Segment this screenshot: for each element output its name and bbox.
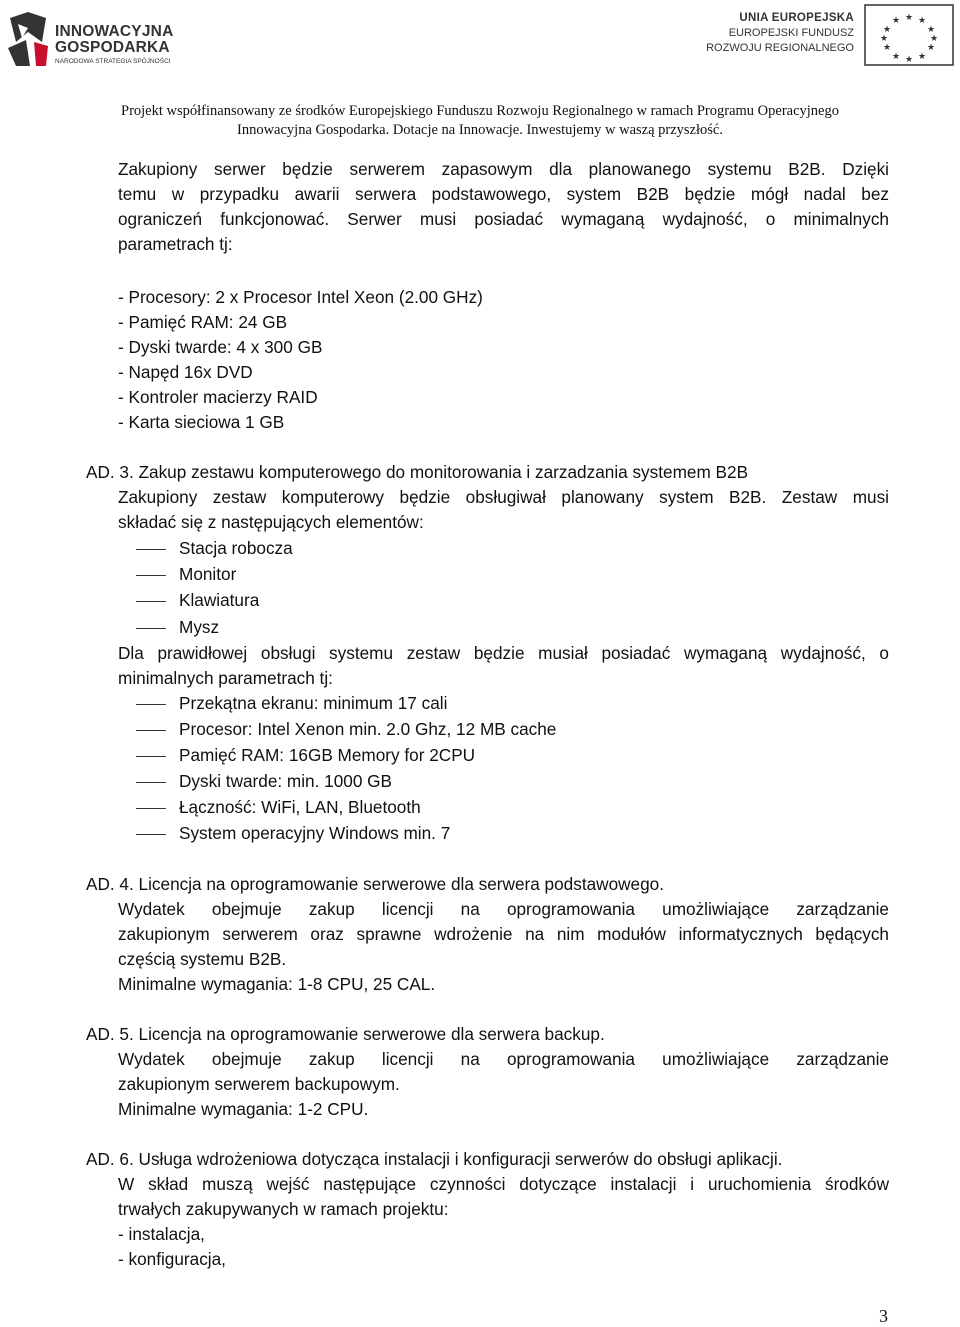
logo-left-line2: GOSPODARKA [55, 39, 170, 56]
innowacyjna-gospodarka-logo [6, 12, 186, 68]
list-dash [136, 782, 166, 783]
eu-logo [706, 4, 954, 66]
ad5-heading: AD. 5. Licencja na oprogramowanie serwerowe dla serwera backup. [86, 1024, 605, 1044]
list-dash [136, 575, 166, 576]
ad4-line-4: Minimalne wymagania: 1-8 CPU, 25 CAL. [118, 974, 436, 994]
list-dash [136, 549, 166, 550]
ad5-line-3: Minimalne wymagania: 1-2 CPU. [118, 1099, 369, 1119]
svg-text:★: ★ [929, 34, 939, 44]
ad6-heading: AD. 6. Usługa wdrożeniowa dotycząca instalacji i konfiguracji serwerów do obsługi aplikacji. [86, 1149, 783, 1169]
list-dash [136, 808, 166, 809]
ad4-line-3: częścią systemu B2B. [118, 949, 287, 969]
param-item: Pamięć RAM: 16GB Memory for 2CPU [179, 745, 476, 765]
list-dash [136, 704, 166, 705]
svg-text:★: ★ [879, 34, 889, 44]
svg-text:★: ★ [917, 52, 927, 62]
ad4-line-2: zakupionym serwerem oraz sprawne wdrożenie na nim modułów informatycznych będących [118, 924, 889, 944]
ad5-line-1: Wydatek obejmuje zakup licencji na oprogramowania umożliwiające zarządzanie [118, 1049, 889, 1069]
page-number: 3 [879, 1306, 888, 1326]
spec-network: - Karta sieciowa 1 GB [118, 412, 285, 432]
project-funding-note [0, 102, 960, 140]
component-item: Mysz [179, 617, 220, 637]
svg-text:★: ★ [917, 16, 927, 26]
logo-left-line1: INNOWACYJNA [55, 23, 174, 40]
list-dash [136, 730, 166, 731]
component-item: Klawiatura [179, 590, 260, 610]
ad6-line-2: trwałych zakupywanych w ramach projektu: [118, 1199, 449, 1219]
param-item: System operacyjny Windows min. 7 [179, 823, 451, 843]
ad3-line-2: składać się z następujących elementów: [118, 512, 424, 532]
list-dash [136, 834, 166, 835]
intro-line-1: Zakupiony serwer będzie serwerem zapasowym dla planowanego systemu B2B. Dzięki [118, 159, 889, 179]
eu-flag-icon [864, 4, 954, 66]
ad4-line-1: Wydatek obejmuje zakup licencji na oprogramowania umożliwiające zarządzanie [118, 899, 889, 919]
ad5-line-2: zakupionym serwerem backupowym. [118, 1074, 400, 1094]
list-dash [136, 756, 166, 757]
svg-text:★: ★ [882, 43, 892, 53]
project-line-2: Innowacyjna Gospodarka. Dotacje na Innowacje. Inwestujemy w waszą przyszłość. [237, 122, 723, 138]
component-item: Monitor [179, 564, 237, 584]
ad6-line-1: W skład muszą wejść następujące czynności dotyczące instalacji i uruchomienia środków [118, 1174, 889, 1194]
spec-ram: - Pamięć RAM: 24 GB [118, 312, 288, 332]
svg-text:★: ★ [926, 43, 936, 53]
spec-disks: - Dyski twarde: 4 x 300 GB [118, 337, 323, 357]
intro-line-2: temu w przypadku awarii serwera podstawowego, system B2B będzie mógł nadal bez [118, 184, 889, 204]
ig-emblem-icon [6, 12, 50, 68]
ad6-item: - instalacja, [118, 1224, 205, 1244]
component-item: Stacja robocza [179, 538, 293, 558]
list-dash [136, 601, 166, 602]
svg-text:★: ★ [926, 25, 936, 35]
spec-raid: - Kontroler macierzy RAID [118, 387, 318, 407]
svg-text:★: ★ [891, 52, 901, 62]
ad4-heading: AD. 4. Licencja na oprogramowanie serwerowe dla serwera podstawowego. [86, 874, 664, 894]
intro-line-3: ograniczeń funkcjonować. Serwer musi posiadać wymaganą wydajność, o minimalnych [118, 209, 889, 229]
param-item: Dyski twarde: min. 1000 GB [179, 771, 393, 791]
logo-left-line3: NARODOWA STRATEGIA SPÓJNOŚCI [55, 58, 171, 65]
svg-text:★: ★ [882, 25, 892, 35]
spec-dvd: - Napęd 16x DVD [118, 362, 253, 382]
logo-right-line3: ROZWOJU REGIONALNEGO [706, 42, 854, 54]
intro-line-4: parametrach tj: [118, 234, 233, 254]
param-item: Łączność: WiFi, LAN, Bluetooth [179, 797, 421, 817]
ad3-heading: AD. 3. Zakup zestawu komputerowego do monitorowania i zarzadzania systemem B2B [86, 462, 749, 482]
logo-right-line1: UNIA EUROPEJSKA [739, 12, 854, 24]
ad3-perf-line-1: Dla prawidłowej obsługi systemu zestaw będzie musiał posiadać wymaganą wydajność, o [118, 643, 889, 663]
ad3-perf-line-2: minimalnych parametrach tj: [118, 668, 333, 688]
param-item: Procesor: Intel Xenon min. 2.0 Ghz, 12 MB cache [179, 719, 557, 739]
svg-text:★: ★ [891, 16, 901, 26]
ad6-item: - konfiguracja, [118, 1249, 226, 1269]
svg-text:★: ★ [904, 13, 914, 23]
project-line-1: Projekt współfinansowany ze środków Europejskiego Funduszu Rozwoju Regionalnego w ramach Programu Operacyjnego [121, 103, 839, 119]
logo-right-line2: EUROPEJSKI FUNDUSZ [728, 27, 854, 39]
list-dash [136, 628, 166, 629]
ad3-line-1: Zakupiony zestaw komputerowy będzie obsługiwał planowany system B2B. Zestaw musi [118, 487, 889, 507]
param-item: Przekątna ekranu: minimum 17 cali [179, 693, 448, 713]
svg-text:★: ★ [904, 55, 914, 65]
spec-cpu: - Procesory: 2 x Procesor Intel Xeon (2.00 GHz) [118, 287, 483, 307]
